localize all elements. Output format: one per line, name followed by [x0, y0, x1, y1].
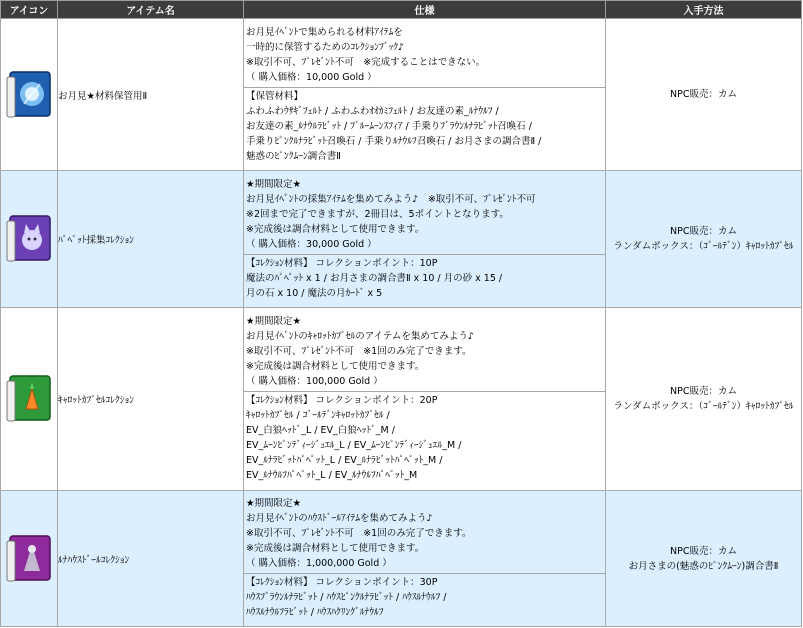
header-item-name: アイテム名: [58, 1, 244, 19]
material-line: 魅惑のﾋﾟﾝｸﾑｰﾝ調合書Ⅱ: [246, 150, 341, 162]
header-spec: 仕様: [244, 1, 606, 19]
spec-line: ※取引不可、ﾌﾟﾚｾﾞﾝﾄ不可 ※1回のみ完了できます。: [246, 528, 472, 539]
icon-cell: [1, 491, 58, 627]
price-line: （ 購入価格：10,000 Gold ）: [246, 71, 377, 83]
material-line: ﾊｳｽﾌﾞﾗｳﾝﾙﾅﾗﾋﾞｯﾄ / ﾊｳｽﾋﾟﾝｸﾙﾅﾗﾋﾞｯﾄ / ﾊｳｽﾙﾅｳﾙﾌ /: [246, 592, 447, 603]
spec-cell: [244, 19, 606, 171]
spec-description: [244, 495, 605, 573]
material-line: EV_ﾙﾅｳﾙﾌﾊﾟﾍﾟｯﾄ_L / EV_ﾙﾅｳﾙﾌﾊﾟﾍﾟｯﾄ_M: [246, 470, 418, 481]
material-line: お友達の素_ﾙﾅｳﾙﾗﾋﾞｯﾄ / ﾌﾞﾙｰﾑｰﾝｽﾌｨｱ / 手乗りﾌﾞﾗｳﾝﾙﾅﾗﾋﾞｯﾄ召喚石 /: [246, 120, 532, 132]
spec-line: お月見ｲﾍﾞﾝﾄのｷｬﾛｯﾄｶﾌﾟｾﾙのアイテムを集めてみよう♪: [246, 331, 474, 342]
acquisition-cell: [606, 19, 802, 171]
item-name: ﾙﾅﾊｳｽﾄﾞｰﾙｺﾚｸｼｮﾝ: [58, 491, 244, 627]
spec-line: ※完成後は調合材料として使用できます。: [246, 361, 425, 372]
table-row: [1, 491, 802, 627]
spec-line: ※取引不可、ﾌﾟﾚｾﾞﾝﾄ不可 ※1回のみ完了できます。: [246, 346, 472, 357]
acquisition-cell: [606, 491, 802, 627]
table-row: [1, 308, 802, 491]
material-line: EV_ﾙﾅﾗﾋﾞｯﾄﾊﾟﾍﾟｯﾄ_L / EV_ﾙﾅﾗﾋﾞｯﾄﾊﾟﾍﾟｯﾄ_M /: [246, 455, 443, 466]
limited-tag: ★期間限定★: [246, 178, 302, 190]
material-line: 手乗りﾋﾟﾝｸﾙﾅﾗﾋﾞｯﾄ召喚石 / 手乗りﾙﾅｳﾙﾌ召喚石 / お月さまの調合書Ⅱ /: [246, 135, 542, 147]
header-acquisition: 入手方法: [606, 1, 802, 19]
material-line: 月の石 x 10 / 魔法の月ｶｰﾄﾞ x 5: [246, 287, 383, 299]
table-row: [1, 19, 802, 171]
spec-line: お月見ｲﾍﾞﾝﾄのﾊｳｽﾄﾞｰﾙｱｲﾃﾑを集めてみよう♪: [246, 513, 433, 524]
material-line: EV_ﾑｰﾝﾋﾟﾝﾃﾞｨｰｼﾞｭｴﾙ_L / EV_ﾑｰﾝﾋﾟﾝﾃﾞｨｰｼﾞｭｴﾙ_M /: [246, 440, 462, 451]
item-name: ｷｬﾛｯﾄｶﾌﾟｾﾙｺﾚｸｼｮﾝ: [58, 308, 244, 491]
acquisition-line: NPC販売：カム: [670, 545, 737, 557]
spec-line: ※2回まで完了できますが、2冊目は、5ポイントとなります。: [246, 208, 509, 220]
spec-cell: [244, 491, 606, 627]
green-book-icon: [4, 373, 54, 425]
icon-cell: [1, 19, 58, 171]
header-row: [1, 1, 802, 19]
purple-book-icon: [4, 213, 54, 265]
icon-cell: [1, 308, 58, 491]
spec-materials: [244, 573, 605, 622]
material-line: ふわふわｳｻｷﾞﾌｪﾙﾄ / ふわふわｵｵｶﾐﾌｪﾙﾄ / お友達の素_ﾙﾅｳﾙﾌ /: [246, 105, 499, 117]
spec-line: ※完成後は調合材料として使用できます。: [246, 223, 425, 235]
spec-materials: [244, 391, 605, 485]
magenta-book-icon: [4, 533, 54, 585]
spec-materials: [244, 87, 605, 166]
table-row: [1, 171, 802, 308]
acquisition-line: NPC販売：カム: [670, 226, 737, 237]
material-line: 魔法のﾊﾟﾍﾟｯﾄ x 1 / お月さまの調合書Ⅱ x 10 / 月の砂 x 15 /: [246, 272, 503, 284]
material-line: ﾊｳｽﾙﾅｳﾙﾌﾗﾋﾞｯﾄ / ﾊｳｽﾊｸﾘﾝｸﾞﾙﾅｳﾙﾌ: [246, 607, 384, 618]
acquisition-cell: [606, 308, 802, 491]
materials-heading: 【ｺﾚｸｼｮﾝ材料】 コレクションポイント：10P: [246, 257, 438, 269]
acquisition-line: NPC販売：カム: [670, 89, 737, 100]
spec-line: お月見ｲﾍﾞﾝﾄで集められる材料ｱｲﾃﾑを: [246, 26, 403, 38]
header-icon: アイコン: [1, 1, 58, 19]
materials-heading: 【ｺﾚｸｼｮﾝ材料】 コレクションポイント：20P: [246, 395, 438, 406]
spec-description: [244, 176, 605, 254]
materials-heading: 【ｺﾚｸｼｮﾝ材料】 コレクションポイント：30P: [246, 577, 438, 588]
price-line: （ 購入価格：100,000 Gold ）: [246, 376, 383, 387]
spec-description: [244, 24, 605, 87]
limited-tag: ★期間限定★: [246, 498, 302, 509]
material-line: ｷｬﾛｯﾄｶﾌﾟｾﾙ / ｺﾞｰﾙﾃﾞﾝｷｬﾛｯﾄｶﾌﾟｾﾙ /: [246, 410, 390, 421]
spec-description: [244, 313, 605, 391]
price-line: （ 購入価格：30,000 Gold ）: [246, 238, 377, 250]
item-name: お月見★材料保管用Ⅱ: [58, 19, 244, 171]
spec-line: 一時的に保管するためのｺﾚｸｼｮﾝﾌﾞｯｸ♪: [246, 41, 405, 53]
spec-line: ※完成後は調合材料として使用できます。: [246, 543, 425, 554]
acquisition-cell: [606, 171, 802, 308]
item-name: ﾊﾟﾍﾟｯﾄ採集ｺﾚｸｼｮﾝ: [58, 171, 244, 308]
icon-cell: [1, 171, 58, 308]
material-line: EV_白狼ﾍｯﾄﾞ_L / EV_白狼ﾍｯﾄﾞ_M /: [246, 425, 395, 436]
acquisition-line: お月さまの(魅惑のﾋﾟﾝｸﾑｰﾝ)調合書Ⅱ: [628, 560, 779, 572]
materials-heading: 【保管材料】: [246, 90, 304, 102]
acquisition-line: ランダムボックス：（ｺﾞｰﾙﾃﾞﾝ）ｷｬﾛｯﾄｶﾌﾟｾﾙ: [613, 401, 794, 412]
limited-tag: ★期間限定★: [246, 316, 302, 327]
spec-line: お月見ｲﾍﾞﾝﾄの採集ｱｲﾃﾑを集めてみよう♪ ※取引不可、ﾌﾟﾚｾﾞﾝﾄ不可: [246, 193, 536, 205]
spec-cell: [244, 308, 606, 491]
price-line: （ 購入価格：1,000,000 Gold ）: [246, 558, 392, 569]
spec-cell: [244, 171, 606, 308]
spec-materials: [244, 254, 605, 303]
acquisition-line: NPC販売：カム: [670, 386, 737, 397]
spec-line: ※取引不可、ﾌﾟﾚｾﾞﾝﾄ不可 ※完成することはできない。: [246, 56, 486, 68]
acquisition-line: ランダムボックス：（ｺﾞｰﾙﾃﾞﾝ）ｷｬﾛｯﾄｶﾌﾟｾﾙ: [613, 241, 794, 252]
blue-book-icon: [4, 69, 54, 121]
